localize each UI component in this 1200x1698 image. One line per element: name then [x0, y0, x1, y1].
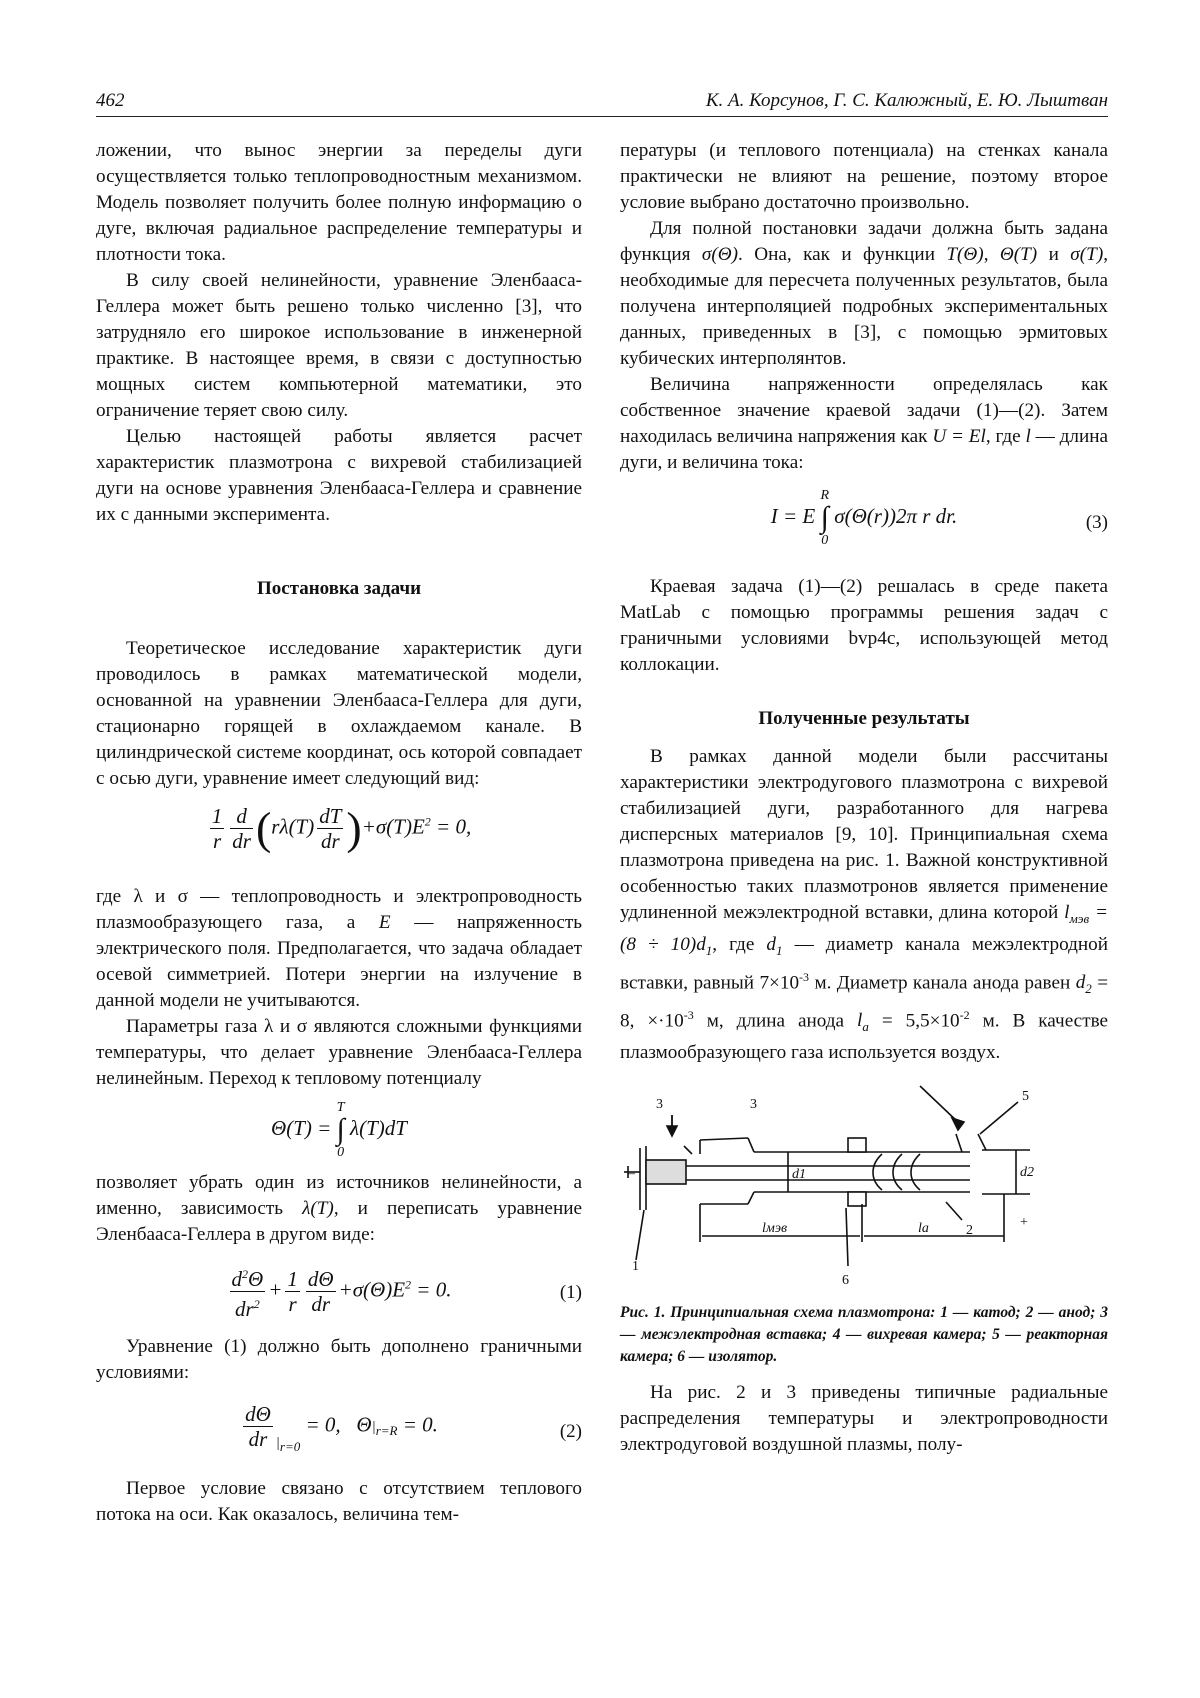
figure-label: lмэв: [762, 1221, 788, 1236]
figure-label: la: [918, 1221, 929, 1236]
paragraph: Величина напряженности определялась как собственное значение краевой задачи (1)—(2). Затем находилась величина напряжения как U = El, где l — длина дуги, и величина тока:: [620, 374, 1109, 473]
right-column-continuation: [620, 1380, 1108, 1458]
equation-thermal-potential: Θ(T) = T ∫ 0 λ(T)dT: [271, 1100, 407, 1160]
figure-label: 3: [656, 1097, 663, 1112]
equation-3: I = E R ∫ 0 σ(Θ(r))2π r dr. (3): [770, 488, 1108, 548]
paragraph: Уравнение (1) должно быть дополнено граничными условиями:: [96, 1336, 582, 1383]
paragraph: пературы (и теплового потенциала) на стенках канала практически не влияют на решение, поэтому второе условие выбрано достаточно произвольно.: [620, 140, 1108, 213]
paragraph: где λ и σ — теплопроводность и электропроводность плазмообразующего газа, а E — напряженность электрического поля. Предполагается, что задача обладает осевой симметрией. Потери энергии на излучение в данной модели не учитываются.: [96, 886, 583, 1011]
page-number: 462: [96, 90, 125, 111]
paragraph: Теоретическое исследование характеристик дуги проводилось в рамках математической модели, основанной на уравнении Эленбааса-Геллера для дуги, стационарно горящей в охлаждаемом канале. В цилиндрической системе координат, ось которой совпадает с осью дуги, уравнение имеет следующий вид:: [96, 638, 582, 789]
equation-number: (3): [1085, 512, 1108, 533]
equation-1: $\frac{d^2\Theta}{dr^2}$ + $\frac{1}{r}$ $\frac{d\Theta}{dr}$ $+\sigma(\Theta)E^2 = 0$. (1): [96, 1262, 582, 1324]
equation-number: (2): [559, 1421, 582, 1442]
paragraph: На рис. 2 и 3 приведены типичные радиальные распределения температуры и электропроводности электродуговой воздушной плазмы, полу-: [620, 1382, 1108, 1455]
equation-2: $\frac{d\Theta}{dr}$ $_{|_{r=0}}$ = 0, $\Theta|_{r=R} = 0$. (2): [245, 1402, 582, 1455]
figure-label: d2: [1020, 1165, 1034, 1180]
vortex-swirl: [873, 1154, 882, 1190]
reactor-inlet-wall: [956, 1134, 962, 1152]
cathode-insert: [646, 1160, 686, 1184]
section-heading: Постановка задачи: [256, 578, 422, 599]
running-authors: К. А. Корсунов, Г. С. Калюжный, Е. Ю. Лыштван: [705, 90, 1108, 111]
figure-label: d1: [792, 1167, 806, 1182]
figure-caption: Рис. 1. Принципиальная схема плазмотрона: 1 — катод; 2 — анод; 3 — межэлектродная вставка; 4 — вихревая камера; 5 — реакторная камера; 6 — изолятор.: [620, 1304, 1108, 1365]
paragraph: Целью настоящей работы является расчет характеристик плазмотрона с вихревой стабилизацией дуги на основе уравнения Эленбааса-Геллера и сравнение их с данными эксперимента.: [96, 426, 582, 525]
running-header: [96, 88, 1108, 117]
paragraph: Первое условие связано с отсутствием теплового потока на оси. Как оказалось, величина тем-: [96, 1478, 582, 1525]
paragraph: Краевая задача (1)—(2) решалась в среде пакета MatLab с помощью программы решения задач с граничными условиями bvp4c, использующей метод коллокации.: [620, 576, 1108, 675]
paragraph: Параметры газа λ и σ являются сложными функциями температуры, что делает уравнение Эленбааса-Геллера нелинейным. Переход к тепловому потенциалу: [96, 1016, 582, 1089]
plasmatron-schematic-figure: [620, 1070, 1108, 1294]
figure-label: 3: [750, 1097, 757, 1112]
figure-label: 2: [966, 1223, 973, 1238]
figure-label: +: [1020, 1215, 1028, 1230]
insulator-top: [848, 1138, 866, 1152]
insulator-bottom: [848, 1192, 866, 1206]
equation-elenbaas-heller: $\frac{1}{r}$ $\frac{d}{dr}$ (rλ(T) $\frac{dT}{dr}$ )$+\sigma(T)E^2 = 0$,: [211, 802, 472, 854]
section-heading: Полученные результаты: [758, 708, 970, 729]
paragraph: позволяет убрать один из источников нелинейности, а именно, зависимость λ(T), и переписать уравнение Эленбааса-Геллера в другом виде:: [96, 1172, 583, 1245]
left-column: [96, 138, 582, 1528]
equation-number: (1): [559, 1282, 582, 1303]
paragraph: В силу своей нелинейности, уравнение Эленбааса-Геллера может быть решено только численно [3], что затрудняло его широкое использование в инженерной практике. В настоящее время, в связи с доступностью мощных систем компьютерной математики, это ограничение теряет свою силу.: [96, 270, 582, 421]
paragraph: В рамках данной модели были рассчитаны характеристики электродугового плазмотрона с вихревой стабилизацией дуги, разработанного для нагрева дисперсных материалов [9, 10]. Принципиальная схема плазмотрона приведена на рис. 1. Важной конструктивной особенностью таких плазмотронов является применение удлиненной межэлектродной вставки, длина которой $l_{мэв} = (8 \div 10)d_1$, где $d_1$ — диаметр канала межэлектродной вставки, равный $7\times 10^{-3}$ м. Диаметр канала анода равен $d_2 = 8$, $\times\cdot 10^{-3}$ м, длина анода $l_a = 5,5\times 10^{-2}$ м. В качестве плазмообразующего газа используется воздух.: [620, 746, 1109, 1064]
figure-label: 5: [1022, 1089, 1029, 1104]
paragraph: Для полной постановки задачи должна быть задана функция σ(Θ). Она, как и функции T(Θ), Θ(T) и σ(T), необходимые для пересчета полученных результатов, была получена интерполяцией подробных экспериментальных данных, приведенных в [3], с помощью эрмитовых кубических интерполянтов.: [620, 218, 1109, 369]
right-column: [620, 138, 1108, 1066]
figure-label: –: [628, 1166, 635, 1181]
figure-label: 6: [842, 1273, 849, 1288]
figure-label: 1: [632, 1259, 639, 1274]
paragraph: ложении, что вынос энергии за переделы дуги осуществляется только теплопроводностным механизмом. Модель позволяет получить более полную информацию о дуге, включая радиальное распределение температуры и плотности тока.: [96, 140, 582, 265]
